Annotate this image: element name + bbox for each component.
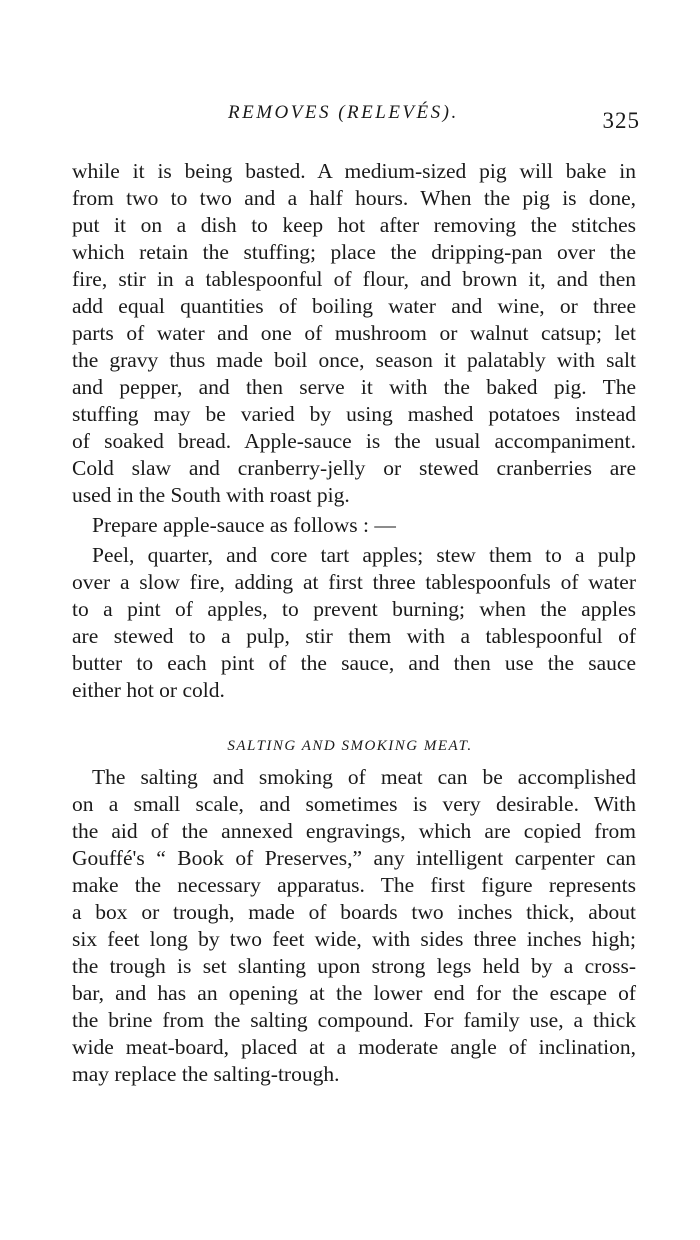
text-line: add equal quantities of boiling water and wine, or three (72, 294, 636, 318)
text-line: and pepper, and then serve it with the baked pig. The (72, 375, 636, 399)
text-line: Peel, quarter, and core tart apples; stew them to a pulp (92, 543, 636, 567)
text-line: butter to each pint of the sauce, and then use the sauce (72, 651, 636, 675)
text-line: on a small scale, and sometimes is very desirable. With (72, 792, 636, 816)
running-head (0, 100, 700, 140)
running-title: REMOVES (RELEVÉS). (228, 102, 459, 123)
text-line: may replace the salting-trough. (72, 1062, 340, 1086)
text-line: over a slow fire, adding at first three tablespoonfuls of water (72, 570, 636, 594)
text-line: put it on a dish to keep hot after removing the stitches (72, 213, 636, 237)
text-line: Prepare apple-sauce as follows : — (92, 513, 396, 537)
text-line: the brine from the salting compound. For family use, a thick (72, 1008, 636, 1032)
text-line: the trough is set slanting upon strong legs held by a cross- (72, 954, 636, 978)
text-line: Cold slaw and cranberry-jelly or stewed cranberries are (72, 456, 636, 480)
text-line: to a pint of apples, to prevent burning; when the apples (72, 597, 636, 621)
text-line: the aid of the annexed engravings, which are copied from (72, 819, 636, 843)
page-number: 325 (602, 108, 640, 133)
text-line: make the necessary apparatus. The first figure represents (72, 873, 636, 897)
text-line: of soaked bread. Apple-sauce is the usual accompaniment. (72, 429, 636, 453)
text-line: parts of water and one of mushroom or walnut catsup; let (72, 321, 636, 345)
text-line: a box or trough, made of boards two inches thick, about (72, 900, 636, 924)
text-line: while it is being basted. A medium-sized pig will bake in (72, 159, 636, 183)
text-line: are stewed to a pulp, stir them with a tablespoonful of (72, 624, 636, 648)
text-line: from two to two and a half hours. When the pig is done, (72, 186, 636, 210)
text-line: the gravy thus made boil once, season it palatably with salt (72, 348, 636, 372)
text-line: either hot or cold. (72, 678, 225, 702)
text-line: used in the South with roast pig. (72, 483, 350, 507)
text-line: bar, and has an opening at the lower end for the escape of (72, 981, 636, 1005)
text-line: which retain the stuffing; place the dripping-pan over the (72, 240, 636, 264)
text-line: fire, stir in a tablespoonful of flour, and brown it, and then (72, 267, 636, 291)
text-line: The salting and smoking of meat can be accomplished (92, 765, 636, 789)
text-line: Gouffé's “ Book of Preserves,” any intelligent carpenter can (72, 846, 636, 870)
text-line: stuffing may be varied by using mashed potatoes instead (72, 402, 636, 426)
text-line: wide meat-board, placed at a moderate angle of inclination, (72, 1035, 636, 1059)
text-line: six feet long by two feet wide, with sides three inches high; (72, 927, 636, 951)
section-heading: SALTING AND SMOKING MEAT. (227, 738, 473, 754)
